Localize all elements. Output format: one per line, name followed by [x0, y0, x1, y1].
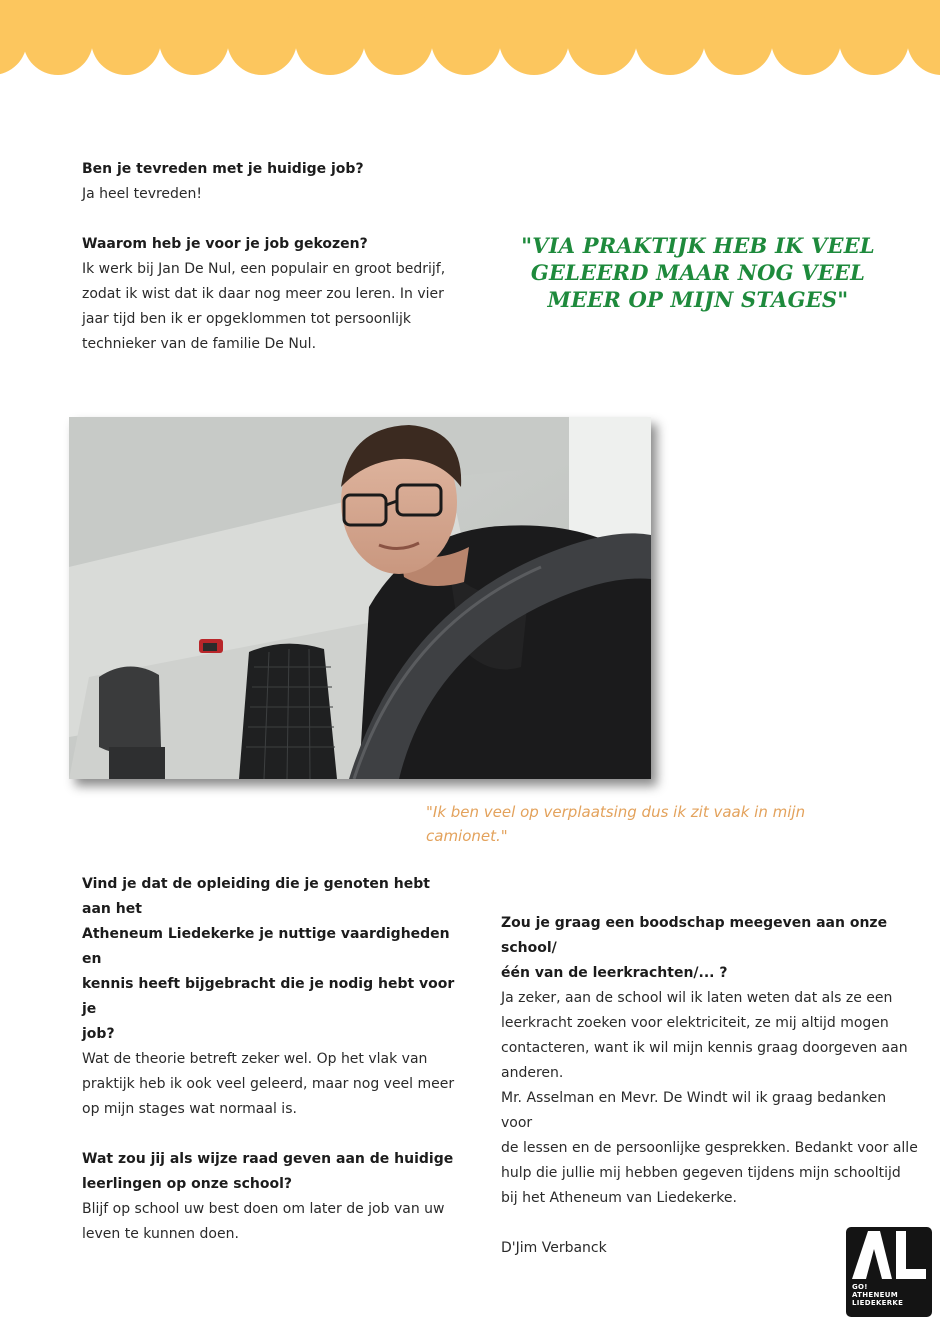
answer-education-line: op mijn stages wat normaal is. [82, 1101, 297, 1117]
intro-section [82, 157, 482, 357]
logo-wordmark [852, 1283, 903, 1307]
answer-advice-line: leven te kunnen doen. [82, 1226, 239, 1242]
school-logo [846, 1227, 932, 1317]
pull-quote-line: GELEERD MAAR NOG VEEL [530, 260, 866, 285]
answer-message-line: leerkracht zoeken voor elektriciteit, ze mij altijd mogen [501, 1015, 889, 1031]
question-satisfied: Ben je tevreden met je huidige job? [82, 161, 364, 177]
pull-quote-line: MEER OP MIJN STAGES" [547, 287, 849, 312]
question-advice-line: leerlingen op onze school? [82, 1176, 292, 1192]
pull-quote [520, 232, 876, 313]
logo-line: LIEDEKERKE [852, 1299, 904, 1307]
pull-quote-line: "VIA PRAKTIJK HEB IK VEEL [521, 233, 875, 258]
left-column [82, 872, 462, 1247]
right-column [501, 911, 921, 1261]
answer-why-job-line: technieker van de familie De Nul. [82, 336, 317, 352]
question-why-job: Waarom heb je voor je job gekozen? [82, 236, 368, 252]
answer-message-line: de lessen en de persoonlijke gesprekken. Bedankt voor alle [501, 1140, 918, 1156]
question-education-line: job? [82, 1026, 115, 1042]
answer-message-line: Ja zeker, aan de school wil ik laten weten dat als ze een [501, 990, 893, 1006]
question-message-line: één van de leerkrachten/... ? [501, 965, 728, 981]
answer-message-line: bij het Atheneum van Liedekerke. [501, 1190, 737, 1206]
scalloped-header-decoration [0, 0, 940, 80]
question-message-line: Zou je graag een boodschap meegeven aan onze school/ [501, 915, 888, 956]
answer-education-line: praktijk heb ik ook veel geleerd, maar nog veel meer [82, 1076, 455, 1092]
answer-satisfied: Ja heel tevreden! [82, 186, 203, 202]
answer-message-line: Mr. Asselman en Mevr. De Windt wil ik graag bedanken voor [501, 1090, 887, 1131]
answer-message-line: hulp die jullie mij hebben gegeven tijdens mijn schooltijd [501, 1165, 901, 1181]
question-education-line: Atheneum Liedekerke je nuttige vaardigheden en [82, 926, 450, 967]
answer-why-job-line: Ik werk bij Jan De Nul, een populair en groot bedrijf, [82, 261, 446, 277]
photo-caption: "Ik ben veel op verplaatsing dus ik zit vaak in mijn camionet." [426, 803, 806, 845]
question-education-line: Vind je dat de opleiding die je genoten hebt aan het [82, 876, 430, 917]
answer-message-line: anderen. [501, 1065, 564, 1081]
photo-illustration [69, 417, 651, 779]
answer-message-line: contacteren, want ik wil mijn kennis graag doorgeven aan [501, 1040, 908, 1056]
question-education-line: kennis heeft bijgebracht die je nodig hebt voor je [82, 976, 455, 1017]
answer-education-line: Wat de theorie betreft zeker wel. Op het vlak van [82, 1051, 428, 1067]
question-advice-line: Wat zou jij als wijze raad geven aan de huidige [82, 1151, 454, 1167]
van-selfie-photo [69, 417, 651, 779]
answer-advice-line: Blijf op school uw best doen om later de job van uw [82, 1201, 445, 1217]
answer-why-job-line: jaar tijd ben ik er opgeklommen tot persoonlijk [82, 311, 411, 327]
answer-why-job-line: zodat ik wist dat ik daar nog meer zou leren. In vier [82, 286, 444, 302]
signature: D'Jim Verbanck [501, 1240, 607, 1256]
logo-line: ATHENEUM [852, 1291, 898, 1299]
logo-line: GO! [852, 1283, 868, 1291]
